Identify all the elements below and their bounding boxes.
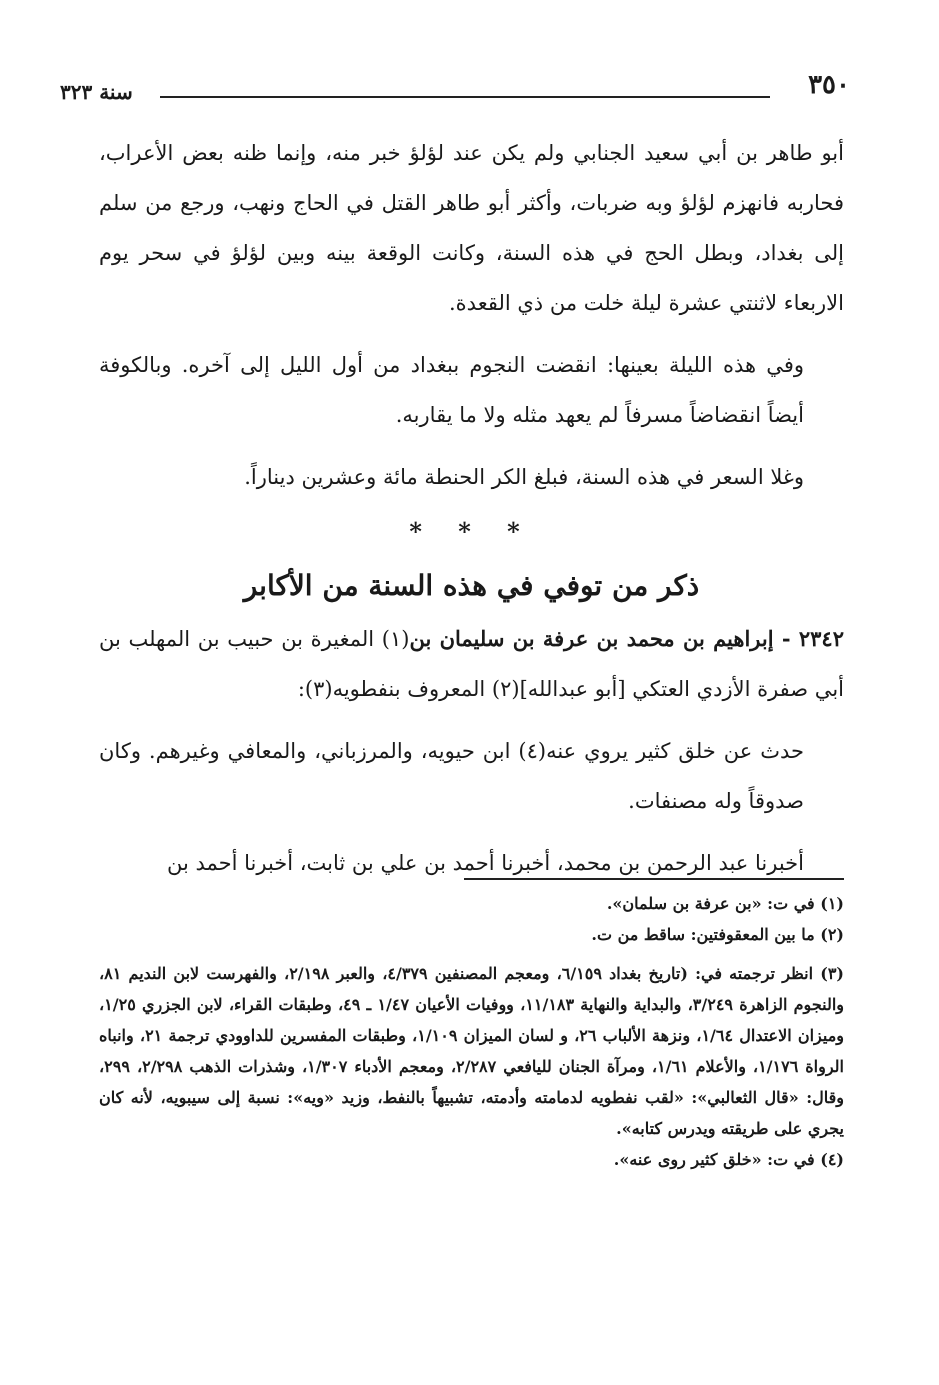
paragraph-2: وفي هذه الليلة بعينها: انقضت النجوم ببغداد من أول الليل إلى آخره. وبالكوفة أيضاً انقضاضاً مسرفاً لم يعهد مثله ولا ما يقاربه.	[99, 353, 804, 427]
section-divider-stars: * * *	[409, 517, 534, 546]
footnote-1: (١) في ت: «بن عرفة بن سلمان».	[606, 894, 844, 913]
footnote-4: (٤) في ت: «خلق كثير روى عنه».	[613, 1150, 844, 1169]
paragraph-1: أبو طاهر بن أبي سعيد الجنابي ولم يكن عند لؤلؤ خبر منه، وإنما ظنه بعض الأعراب، فحاربه فانهزم لؤلؤ وبه ضربات، وأكثر أبو طاهر القتل في الحاج ونهب، ورجع من سلم إلى بغداد، وبطل الحج في هذه السنة، وكانت الوقعة بينه وبين لؤلؤ في سحر يوم الاربعاء لاثنتي عشرة ليلة خلت من ذي القعدة.	[99, 141, 844, 315]
header-rule	[160, 96, 770, 98]
paragraph-3: وغلا السعر في هذه السنة، فبلغ الكر الحنطة مائة وعشرين ديناراً.	[244, 465, 804, 489]
body-text	[99, 128, 844, 888]
page-header	[60, 70, 850, 110]
entry-paragraph	[99, 614, 844, 714]
paragraph-5: أخبرنا عبد الرحمن بن محمد، أخبرنا أحمد بن علي بن ثابت، أخبرنا أحمد بن	[166, 851, 804, 875]
entry-rest: (١) المغيرة بن حبيب بن المهلب بن أبي صفرة الأزدي العتكي [أبو عبدالله](٢) المعروف بنفطويه(٣):	[99, 627, 844, 701]
footnote-2: (٢) ما بين المعقوفتين: ساقط من ت.	[591, 925, 844, 944]
year-label: سنة ٣٢٣	[60, 80, 133, 104]
footnote-3: (٣) انظر ترجمته في: (تاريخ بغداد ٦/١٥٩، ومعجم المصنفين ٤/٣٧٩، والعبر ٢/١٩٨، والفهرست لابن النديم ٨١، والنجوم الزاهرة ٣/٢٤٩، والبداية والنهاية ١١/١٨٣، ووفيات الأعيان ١/٤٧ ـ ٤٩، وطبقات القراء، لابن الجزري ١/٢٥، وميزان الاعتدال ١/٦٤، ونزهة الألباب ٢٦، و لسان الميزان ١/١٠٩، وطبقات المفسرين للداوودي ترجمة ٢١، وانباه الرواة ١/١٧٦، والأعلام ١/٦١، ومرآة الجنان لليافعي ٢/٢٨٧، ومعجم الأدباء ١/٣٠٧، وشذرات الذهب ٢/٢٩٨، ٢٩٩، وقال: «قال الثعالبي»: «لقب نفطويه لدمامته وأدمته، تشبيهاً بالنفط، وزيد «ويه»: نسبة إلى سيبويه، لأنه كان يجري على طريقته ويدرس كتابه».	[99, 964, 845, 1138]
section-heading: ذكر من توفي في هذه السنة من الأكابر	[243, 569, 700, 602]
footnotes	[99, 888, 844, 1175]
entry-number-name: ٢٣٤٢ - إبراهيم بن محمد بن عرفة بن سليمان بن	[409, 626, 844, 651]
page-number: ٣٥٠	[808, 70, 850, 100]
footnote-rule	[464, 878, 844, 880]
paragraph-4: حدث عن خلق كثير يروي عنه(٤) ابن حيويه، والمرزباني، والمعافي وغيرهم. وكان صدوقاً وله مصنفات.	[99, 739, 804, 813]
